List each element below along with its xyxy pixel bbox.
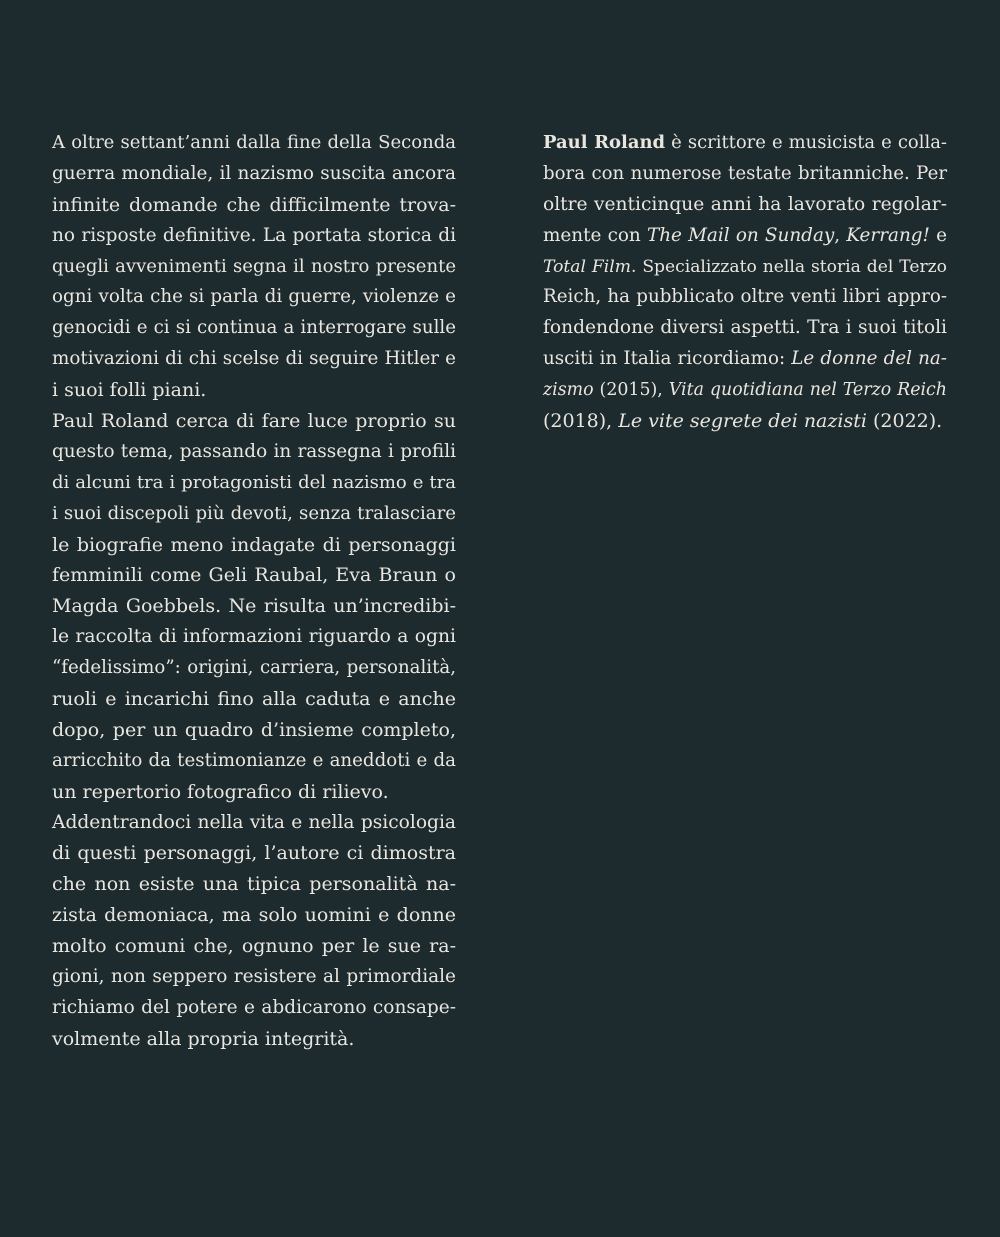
bio-text: . Specializzato nella storia del Terzo (630, 256, 947, 277)
book-title: Vita quotidiana nel Terzo Reich (668, 380, 947, 401)
text-line: un repertorio fotografico di rilievo. (52, 780, 389, 803)
text-line: Magda Goebbels. Ne risulta un’incredibi- (52, 595, 456, 618)
text-line: i suoi folli piani. (52, 379, 207, 402)
bio-text: , (834, 224, 847, 246)
text-line: no risposte definitive. La portata storica di (52, 224, 456, 246)
text-line: dopo, per un quadro d’insieme completo, (52, 718, 456, 741)
text-line: femminili come Geli Raubal, Eva Braun o (52, 564, 456, 587)
bio-text: usciti in Italia ricordiamo: (543, 348, 792, 370)
bio-text: mente con (543, 224, 647, 246)
text-line: zista demoniaca, ma solo uomini e donne (52, 904, 456, 927)
text-line: A oltre settant’anni dalla fine della Seconda (52, 132, 456, 153)
author-bio-paragraph (543, 128, 947, 437)
synopsis-paragraph-3 (52, 808, 456, 1055)
text-line (543, 406, 947, 437)
book-title: zismo (543, 380, 594, 401)
book-title: Kerrang! (846, 224, 930, 246)
text-line: gioni, non seppero resistere al primordiale (52, 966, 456, 988)
book-title: Total Film (543, 256, 631, 277)
text-line: che non esiste una tipica personalità na- (52, 873, 456, 896)
text-line: quegli avvenimenti segna il nostro presente (52, 255, 456, 277)
text-line: “fedelissimo”: origini, carriera, personalità, (52, 657, 456, 679)
bio-text: (2022). (866, 410, 943, 433)
author-bio-column (543, 128, 947, 437)
text-line (543, 221, 947, 252)
text-line: le raccolta di informazioni riguardo a ogni (52, 626, 456, 648)
text-line: Addentrandoci nella vita e nella psicologia (52, 811, 456, 833)
text-line: richiamo del potere e abdicarono consape- (52, 996, 456, 1018)
bio-text: e (929, 224, 948, 246)
synopsis-paragraph-2 (52, 406, 456, 808)
text-line: volmente alla propria integrità. (52, 1027, 355, 1050)
book-title: Le donne del na- (791, 348, 947, 370)
text-line: Paul Roland cerca di fare luce proprio su (52, 410, 456, 433)
author-name: Paul Roland (543, 132, 666, 153)
text-line (543, 252, 947, 283)
text-line (543, 375, 947, 406)
text-line: bora con numerose testate britanniche. Per (543, 162, 947, 184)
text-line: arricchito da testimonianze e aneddoti e da (52, 749, 456, 771)
text-line: i suoi discepoli più devoti, senza tralasciare (52, 502, 456, 524)
book-title: Le vite segrete dei nazisti (618, 410, 867, 433)
book-title: The Mail on Sunday (646, 224, 835, 246)
text-line: fondendone diversi aspetti. Tra i suoi titoli (543, 317, 947, 339)
text-line: Reich, ha pubblicato oltre venti libri appro- (543, 286, 947, 308)
text-line: di questi personaggi, l’autore ci dimostra (52, 842, 456, 865)
text-line: ruoli e incarichi fino alla caduta e anche (52, 688, 456, 711)
synopsis-paragraph-1 (52, 128, 456, 406)
text-line: genocidi e ci si continua a interrogare sulle (52, 317, 456, 339)
text-line: molto comuni che, ognuno per le sue ra- (52, 935, 456, 958)
text-line (543, 344, 947, 375)
bio-text: è scrittore e musicista e colla- (665, 132, 947, 153)
synopsis-column (52, 128, 456, 1055)
text-line: ogni volta che si parla di guerre, violenze e (52, 286, 456, 308)
text-line (543, 128, 947, 159)
text-line: motivazioni di chi scelse di seguire Hitler e (52, 348, 456, 370)
bio-text: (2015), (593, 380, 669, 401)
text-line: questo tema, passando in rassegna i profili (52, 440, 456, 462)
text-line: di alcuni tra i protagonisti del nazismo e tra (52, 471, 456, 493)
bio-text: (2018), (543, 410, 619, 433)
text-line: infinite domande che difficilmente trova- (52, 193, 456, 216)
text-line: guerra mondiale, il nazismo suscita ancora (52, 162, 456, 184)
text-line: le biografie meno indagate di personaggi (52, 533, 456, 556)
text-line: oltre venticinque anni ha lavorato regolar- (543, 193, 947, 215)
